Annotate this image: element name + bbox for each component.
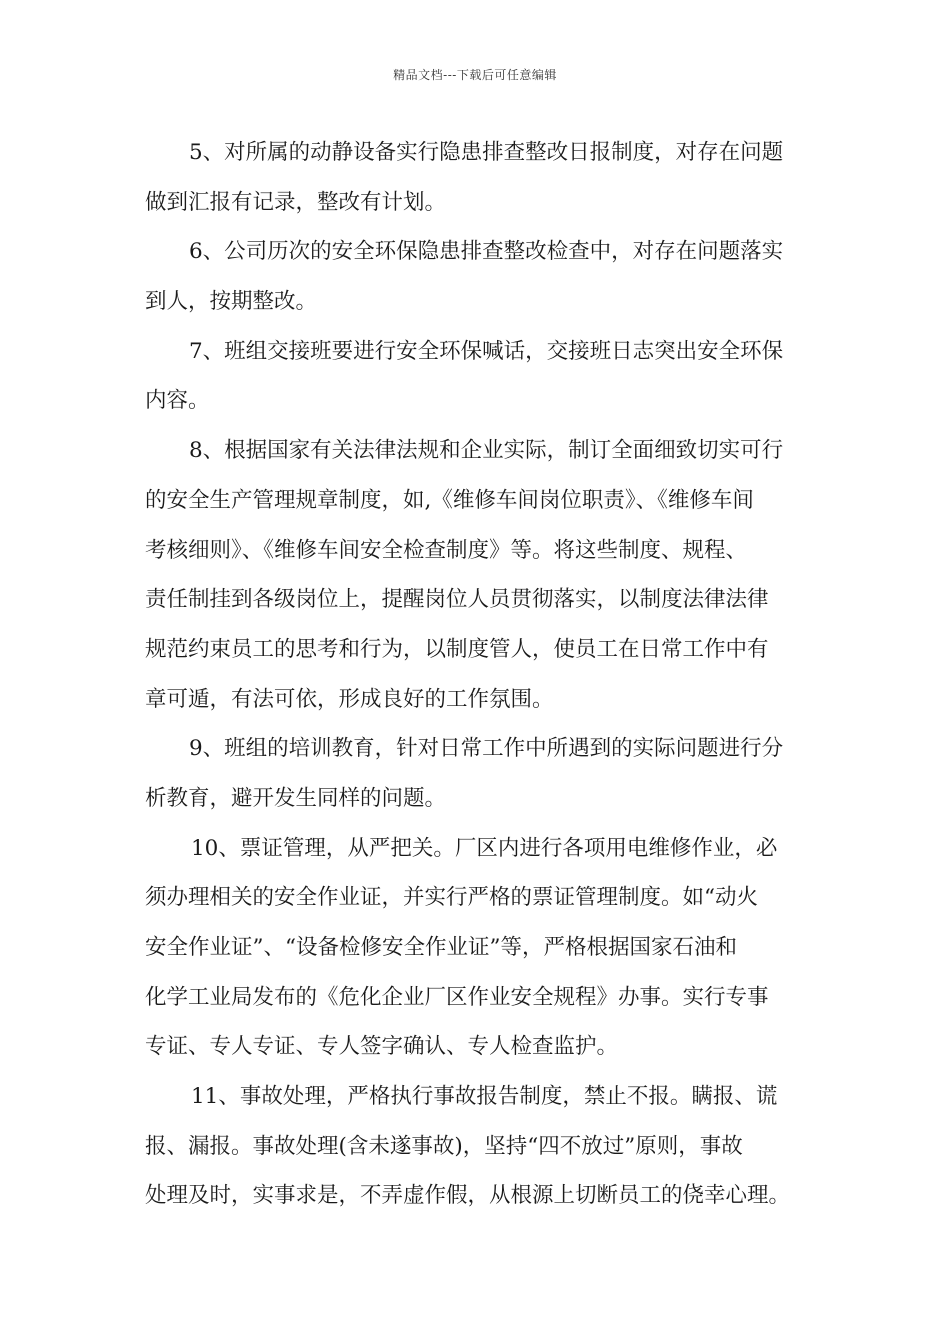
paragraph-line: 专证、专人专证、专人签字确认、专人检查监护。 bbox=[145, 1034, 619, 1060]
paragraph-line: 须办理相关的安全作业证，并实行严格的票证管理制度。如“动火 bbox=[145, 885, 758, 911]
paragraph-6 bbox=[145, 227, 825, 326]
paragraph-10 bbox=[145, 824, 825, 1072]
paragraph-line: 内容。 bbox=[145, 388, 210, 414]
paragraph-line: 规范约束员工的思考和行为，以制度管人，使员工在日常工作中有 bbox=[145, 636, 769, 662]
paragraph-line: 7、班组交接班要进行安全环保喊话，交接班日志突出安全环保 bbox=[189, 338, 784, 364]
paragraph-9 bbox=[145, 724, 825, 823]
paragraph-line: 报、漏报。事故处理(含未遂事故)，坚持“四不放过”原则，事故 bbox=[145, 1133, 743, 1159]
paragraph-line: 析教育，避开发生同样的问题。 bbox=[145, 785, 447, 811]
paragraph-line: 做到汇报有记录，整改有计划。 bbox=[145, 189, 447, 215]
paragraph-5 bbox=[145, 128, 825, 227]
paragraph-line: 5、对所属的动静设备实行隐患排查整改日报制度，对存在问题 bbox=[189, 140, 784, 165]
paragraph-7 bbox=[145, 327, 825, 426]
paragraph-line: 8、根据国家有关法律法规和企业实际，制订全面细致切实可行 bbox=[189, 438, 784, 464]
paragraph-line: 到人，按期整改。 bbox=[145, 289, 318, 315]
paragraph-line: 11、事故处理，严格执行事故报告制度，禁止不报。瞒报、谎 bbox=[191, 1084, 778, 1110]
paragraph-line: 化学工业局发布的《危化企业厂区作业安全规程》办事。实行专事 bbox=[145, 984, 769, 1010]
document-body bbox=[145, 128, 825, 1221]
paragraph-line: 安全作业证”、“设备检修安全作业证”等，严格根据国家石油和 bbox=[145, 935, 737, 960]
page-header: 精品文档---下载后可任意编辑 bbox=[393, 68, 557, 82]
paragraph-line: 10、票证管理，从严把关。厂区内进行各项用电维修作业，必 bbox=[191, 835, 778, 861]
paragraph-line: 责任制挂到各级岗位上，提醒岗位人员贯彻落实，以制度法律法律 bbox=[145, 587, 769, 613]
paragraph-8 bbox=[145, 426, 825, 724]
paragraph-line: 的安全生产管理规章制度，如,《维修车间岗位职责》、《维修车间 bbox=[145, 487, 754, 513]
paragraph-line: 处理及时，实事求是，不弄虚作假，从根源上切断员工的侥幸心理。 bbox=[145, 1183, 791, 1209]
paragraph-line: 9、班组的培训教育，针对日常工作中所遇到的实际问题进行分 bbox=[189, 736, 784, 762]
paragraph-line: 考核细则》、《维修车间安全检查制度》等。将这些制度、规程、 bbox=[145, 537, 748, 563]
paragraph-line: 6、公司历次的安全环保隐患排查整改检查中，对存在问题落实 bbox=[189, 239, 784, 265]
paragraph-line: 章可遁，有法可依，形成良好的工作氛围。 bbox=[145, 686, 554, 712]
paragraph-11 bbox=[145, 1072, 825, 1221]
